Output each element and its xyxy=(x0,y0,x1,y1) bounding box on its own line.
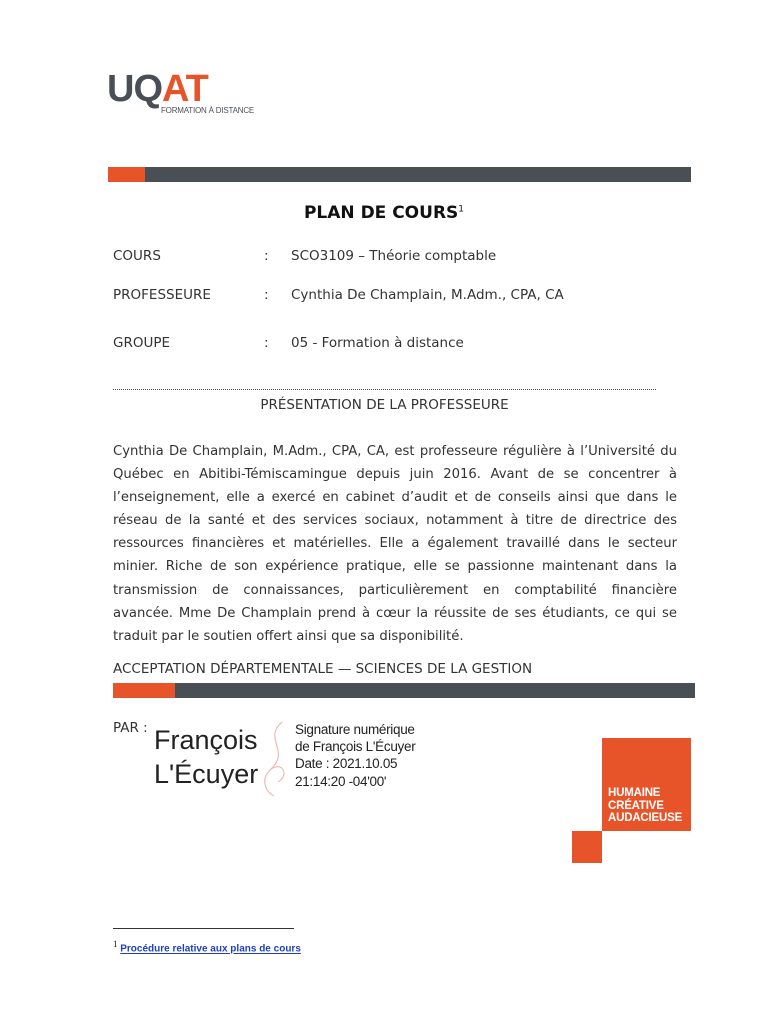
info-colon: : xyxy=(264,248,269,264)
signer-name: François L'Écuyer xyxy=(154,725,259,789)
digital-signature-info: Signature numérique de François L'Écuyer Date : 2021.10.05 21:14:20 -04'00' xyxy=(295,722,416,789)
info-colon: : xyxy=(264,335,269,351)
logo-subtitle: FORMATION À DISTANCE xyxy=(161,106,255,115)
brand-block-corner xyxy=(572,831,602,863)
section-heading-presentation: PRÉSENTATION DE LA PROFESSEURE xyxy=(260,397,509,413)
presentation-paragraph: Cynthia De Champlain, M.Adm., CPA, CA, est professeure régulière à l’Université du Québec en Abitibi-Témiscamingue depuis juin 2016. Avant de se concentrer à l’enseignement, elle a exercé en cabinet d’audit et de conseils ainsi que dans le réseau de la santé et des services sociaux, notamment à titre de directrice des ressources financières et matérielles. Elle a également travaillé dans le secteur minier. Riche de son expérience pratique, elle se passionne maintenant dans la transmission de connaissances, particulièrement en comptabilité financière avancée. Mme De Champlain prend à cœur la réussite de ses étudiants, ce qui se traduit par le soutien offert ainsi que sa disponibilité. xyxy=(113,444,677,644)
info-value: 05 - Formation à distance xyxy=(291,335,464,351)
logo-wordmark: UQAT xyxy=(107,68,208,110)
info-value: SCO3109 – Théorie comptable xyxy=(291,248,497,264)
footnote xyxy=(113,939,301,955)
info-value: Cynthia De Champlain, M.Adm., CPA, CA xyxy=(291,287,564,303)
section-heading-acceptation: ACCEPTATION DÉPARTEMENTALE — SCIENCES DE LA GESTION xyxy=(113,661,533,677)
footnote-number: 1 xyxy=(113,939,118,949)
brand-slogan: HUMAINE CRÉATIVE AUDACIEUSE xyxy=(608,787,683,824)
info-label: GROUPE xyxy=(113,335,171,351)
footnote-link[interactable]: Procédure relative aux plans de cours xyxy=(120,943,301,955)
info-colon: : xyxy=(264,287,269,303)
footnote-separator xyxy=(113,928,294,929)
dotted-divider xyxy=(113,389,656,390)
info-label: COURS xyxy=(113,248,161,264)
acceptation-divider-bar xyxy=(113,683,695,698)
title-footnote-ref: 1 xyxy=(458,204,465,215)
page-title: PLAN DE COURS$^1$ xyxy=(303,203,465,223)
par-label: PAR : xyxy=(113,720,148,736)
uqat-logo xyxy=(107,70,254,115)
info-label: PROFESSEURE xyxy=(113,287,211,303)
signature-flourish-icon xyxy=(252,720,297,798)
header-divider-bar xyxy=(108,167,691,182)
